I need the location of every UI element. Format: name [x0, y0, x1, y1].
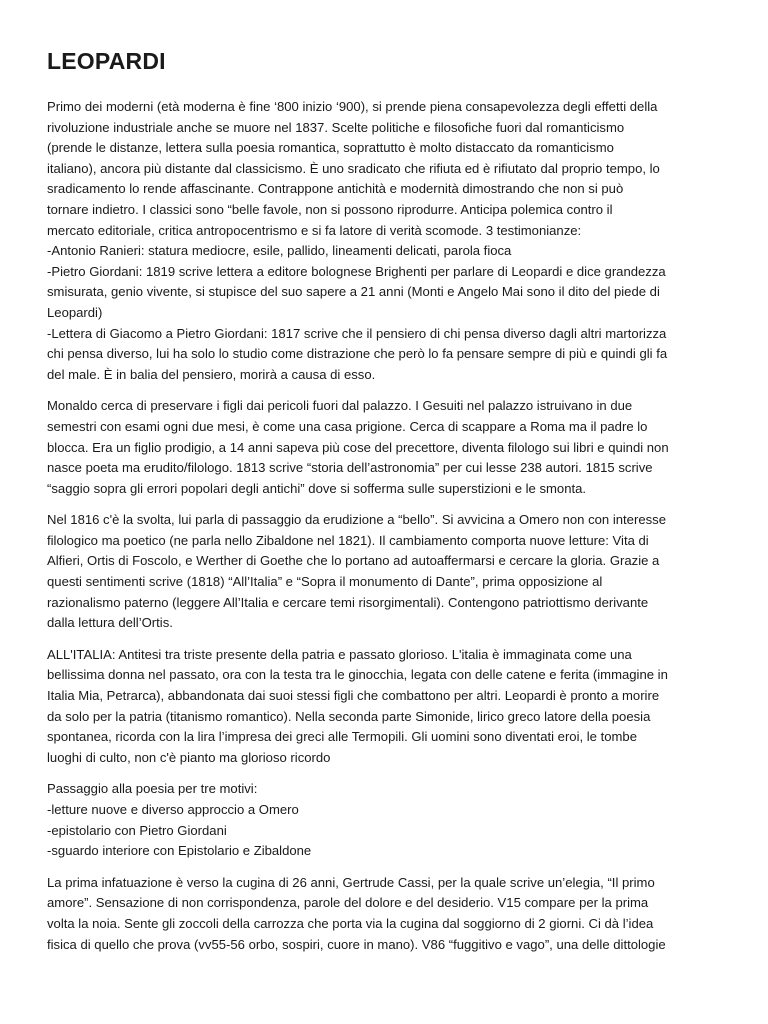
- text-line: semestri con esami ogni due mesi, è come una casa prigione. Cerca di scappare a Roma ma il padre lo: [47, 418, 648, 434]
- text-line: tornare indietro. I classici sono “belle favole, non si possono riprodurre. Anticipa polemica contro il: [47, 201, 613, 217]
- text-line: -Antonio Ranieri: statura mediocre, esile, pallido, lineamenti delicati, parola fioca: [47, 243, 512, 259]
- paragraph: [47, 873, 727, 955]
- text-line: Passaggio alla poesia per tre motivi:: [47, 781, 258, 797]
- text-line: Nel 1816 c'è la svolta, lui parla di passaggio da erudizione a “bello”. Si avvicina a Omero non con interesse: [47, 512, 666, 528]
- text-line: amore”. Sensazione di non corrispondenza, parole del dolore e del desiderio. V15 compare per la prima: [47, 895, 649, 911]
- text-line: -Lettera di Giacomo a Pietro Giordani: 1817 scrive che il pensiero di chi pensa diverso dagli altri martorizza: [47, 325, 667, 341]
- text-line: smisurata, genio vivente, si stupisce del suo sapere a 21 anni (Monti e Angelo Mai sono il dito del piede di: [47, 284, 660, 300]
- text-line: (prende le distanze, lettera sulla poesia romantica, soprattutto è molto distaccato da romanticismo: [47, 140, 614, 156]
- text-line: chi pensa diverso, lui ha solo lo studio come distrazione che però lo fa pensare sempre di più e quindi gli fa: [47, 346, 668, 362]
- text-line: del male. È in balia del pensiero, morirà a causa di esso.: [47, 366, 376, 382]
- text-line: Italia Mia, Petrarca), abbandonata dai suoi stessi figli che combattono per altri. Leopardi è pronto a morire: [47, 688, 660, 704]
- text-line: spontanea, ricorda con la lira l’impresa dei greci alle Termopili. Gli uomini sono diventati eroi, le tombe: [47, 729, 637, 745]
- text-line: nasce poeta ma erudito/filologo. 1813 scrive “storia dell’astronomia” per cui lesse 238 autori. 1815 scrive: [47, 460, 653, 476]
- text-line: mercato editoriale, critica antropocentrismo e si fa latore di verità scomode. 3 testimonianze:: [47, 222, 582, 238]
- text-line: ALL'ITALIA: Antitesi tra triste presente della patria e passato glorioso. L'italia è immaginata come una: [47, 646, 632, 662]
- text-line: dalla lettura dell’Ortis.: [47, 615, 173, 631]
- paragraph: [47, 396, 727, 499]
- text-line: Leopardi): [47, 304, 103, 320]
- text-line: “saggio sopra gli errori popolari degli antichi” dove si sofferma sulle superstizioni e le smonta.: [47, 480, 587, 496]
- text-line: da solo per la patria (titanismo romantico). Nella seconda parte Simonide, lirico greco latore della poesia: [47, 708, 651, 724]
- text-line: La prima infatuazione è verso la cugina di 26 anni, Gertrude Cassi, per la quale scrive un’elegia, “Il primo: [47, 874, 655, 890]
- text-line: fisica di quello che prova (vv55-56 orbo, sospiri, cuore in mano). V86 “fuggitivo e vago”, una delle dittologie: [47, 936, 666, 952]
- text-line: italiano), ancora più distante dal classicismo. È uno sradicato che rifiuta ed è rifiutato dal proprio tempo, lo: [47, 160, 660, 176]
- document-body: [47, 97, 727, 955]
- text-line: -Pietro Giordani: 1819 scrive lettera a editore bolognese Brighenti per parlare di Leopardi e dice grandezza: [47, 263, 666, 279]
- text-line: blocca. Era un figlio prodigio, a 14 anni sapeva più cose del precettore, diventa filologo sui libri e quindi non: [47, 439, 669, 455]
- paragraph: [47, 510, 727, 634]
- text-line: rivoluzione industriale anche se muore nel 1837. Scelte politiche e filosofiche fuori dal romanticismo: [47, 119, 625, 135]
- text-line: Monaldo cerca di preservare i figli dai pericoli fuori dal palazzo. I Gesuiti nel palazzo istruivano in due: [47, 398, 633, 414]
- text-line: luoghi di culto, non c'è pianto ma glorioso ricordo: [47, 749, 331, 765]
- document-title: LEOPARDI: [47, 48, 166, 74]
- text-line: Primo dei moderni (età moderna è fine ‘800 inizio ‘900), si prende piena consapevolezza degli effetti della: [47, 99, 658, 114]
- text-line: sradicamento lo rende affascinante. Contrappone antichità e modernità dimostrando che non si può: [47, 181, 624, 197]
- text-line: questi sentimenti scrive (1818) “All’Italia” e “Sopra il monumento di Dante”, prima opposizione al: [47, 574, 603, 590]
- text-line: filologico ma poetico (ne parla nello Zibaldone nel 1821). Il cambiamento comporta nuove letture: Vita di: [47, 532, 649, 548]
- text-line: volta la noia. Sente gli zoccoli della carrozza che porta via la cugina dal soggiorno di 2 giorni. Ci dà l’idea: [47, 915, 654, 931]
- paragraph: [47, 645, 727, 769]
- paragraph: [47, 97, 727, 385]
- text-line: -sguardo interiore con Epistolario e Zibaldone: [47, 843, 312, 859]
- text-line: bellissima donna nel passato, ora con la testa tra le ginocchia, legata con delle catene e ferita (immagine in: [47, 667, 668, 683]
- document-page: [47, 46, 727, 966]
- text-line: -epistolario con Pietro Giordani: [47, 822, 227, 838]
- paragraph: [47, 779, 727, 861]
- text-line: Alfieri, Ortis di Foscolo, e Werther di Goethe che lo portano ad autoaffermarsi e cercare la gloria. Grazie a: [47, 553, 660, 569]
- text-line: razionalismo paterno (leggere All’Italia e cercare temi risorgimentali). Contengono patriottismo derivante: [47, 594, 649, 610]
- text-line: -letture nuove e diverso approccio a Omero: [47, 802, 299, 817]
